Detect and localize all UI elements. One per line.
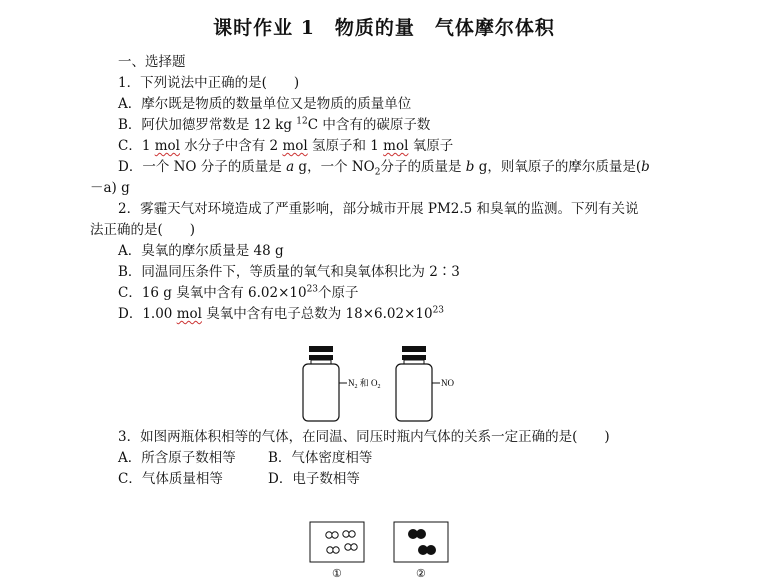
q1-d-mid: g，一个 NO (294, 159, 375, 175)
q3-option-a: A．所含原子数相等 (118, 450, 236, 466)
q2-option-a: A．臭氧的摩尔质量是 48 g (118, 243, 284, 259)
q2-c-pre: C．16 g 臭氧中含有 6.02×10 (118, 285, 307, 301)
q1-c-mol3: mol (383, 138, 409, 154)
q2-option-b: B．同温同压条件下，等质量的氧气和臭氧体积比为 2∶3 (118, 264, 460, 280)
q1-c-mol2: mol (282, 138, 308, 154)
q1-option-c (118, 137, 453, 155)
q3-option-b: B．气体密度相等 (268, 450, 373, 466)
q1-c-mol1: mol (154, 138, 180, 154)
q1-option-d (118, 158, 650, 176)
box-1 (310, 522, 364, 562)
q1-option-b (118, 116, 430, 134)
box-2-label: ② (416, 567, 426, 580)
q3-option-d: D．电子数相等 (268, 471, 360, 487)
q2-d-sup: 23 (432, 305, 445, 316)
q2-c-post: 个原子 (318, 285, 359, 301)
page-title: 课时作业 1 物质的量 气体摩尔体积 (213, 17, 555, 39)
box-1-label: ① (332, 567, 342, 580)
q1-stem: 1．下列说法中正确的是( ) (118, 75, 300, 91)
q1-option-d-cont: －a) g (90, 180, 130, 196)
molecule-boxes-figure (305, 518, 465, 584)
q2-option-d (118, 305, 444, 323)
q2-c-sup: 23 (306, 284, 319, 295)
q1-c-mid2: 氢原子和 1 (307, 138, 384, 154)
q1-d-a: a (286, 159, 295, 175)
q3-stem: 3．如图两瓶体积相等的气体，在同温、同压时瓶内气体的关系一定正确的是( ) (118, 429, 610, 445)
q1-d-post: g，则氧原子的摩尔质量是( (474, 159, 642, 175)
right-bottle (396, 346, 440, 421)
q1-d-sub: 2 (374, 167, 381, 178)
left-bottle-label: $N_2$ 和 $O_2$ (348, 378, 381, 390)
q1-c-mid: 水分子中含有 2 (179, 138, 283, 154)
q1-b-post: C 中含有的碳原子数 (307, 117, 431, 133)
q2-option-c (118, 284, 359, 302)
q1-d-b2: b (641, 159, 650, 175)
box-2 (394, 522, 448, 562)
q1-c-post: 氧原子 (408, 138, 454, 154)
right-bottle-label: NO (441, 378, 454, 388)
q2-d-pre: D．1.00 (118, 306, 177, 322)
q2-stem-line2: 法正确的是( ) (90, 222, 196, 238)
q1-d-pre: D．一个 NO 分子的质量是 (118, 159, 287, 175)
left-bottle (303, 346, 347, 421)
q1-d-b: b (465, 159, 475, 175)
q1-b-pre: B．阿伏加德罗常数是 12 kg (118, 117, 297, 133)
q2-d-mid: 臭氧中含有电子总数为 18×6.02×10 (201, 306, 433, 322)
q2-stem-line1: 2．雾霾天气对环境造成了严重影响，部分城市开展 PM2.5 和臭氧的监测。下列有关说 (118, 201, 639, 217)
q1-c-pre: C．1 (118, 138, 155, 154)
q3-option-c: C．气体质量相等 (118, 471, 223, 487)
gas-bottles-figure (295, 343, 475, 425)
q2-d-mol: mol (176, 306, 202, 322)
q1-option-a: A．摩尔既是物质的数量单位又是物质的质量单位 (118, 96, 412, 112)
q1-d-mid2: 分子的质量是 (380, 159, 466, 175)
q1-b-sup: 12 (296, 116, 308, 127)
section-heading: 一、选择题 (118, 54, 186, 70)
